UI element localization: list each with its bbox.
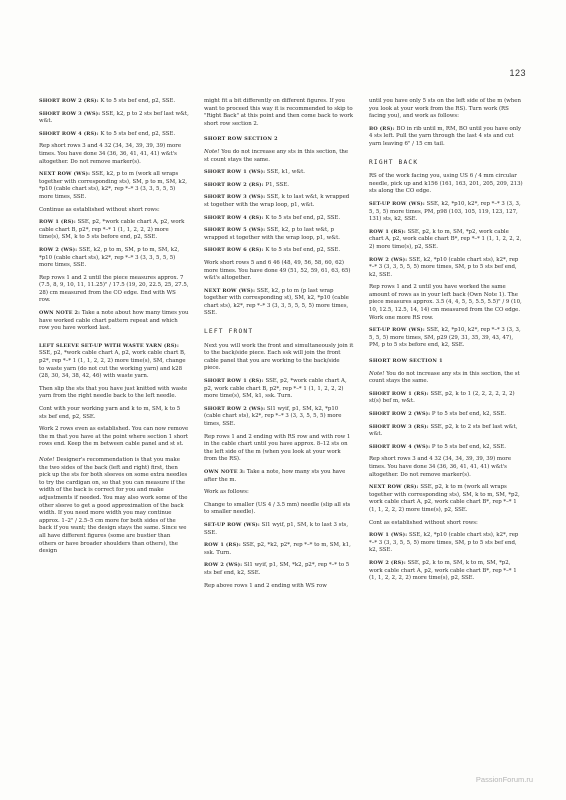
instruction-text: K to 5 sts bef end, p2, SSE. <box>263 214 341 221</box>
subsection-heading: SHORT ROW SECTION 1 <box>369 358 443 365</box>
instruction-paragraph <box>39 457 189 556</box>
instruction-paragraph <box>39 131 189 139</box>
instruction-text: SSE, k2, *p10 (cable chart sts), k2*, rep *–* 3 (3, 3, 5, 5, 5) more times, SM, p to 5 sts bef end, k2, SSE. <box>369 532 519 554</box>
instruction-paragraph <box>204 149 354 164</box>
instruction-text: RS of the work facing you, using US 6 / 4 mm circular needle, pick up and k156 (161, 163, 201, 205, 209, 213) sts along the CO edge. <box>369 173 523 195</box>
instruction-text: Designer's recommendation is that you make the two sides of the back (left and right) first, then pick up the sts for both sleeves on some extra needles to try the cardigan on, so that you can measure if the width of the back is correct for you and make adjustments if needed. You may also work some of the other sleeve to get a good approximation of the back width. If you need more width you may continue approx. 1–2" / 2.5–5 cm more for both sides of the back if you want; the design stays the same. Since we all have different figures (some are bustier than others or have broader shoulders than others), the design <box>39 456 188 555</box>
row-label: ROW 2 (RS): <box>369 559 406 566</box>
row-label: SHORT ROW 2 (WS): <box>204 405 266 412</box>
instruction-text: SSE, k2, *p10 (cable chart sts), k2*, rep *–* 3 (3, 3, 5, 5, 5) more times, SM, p to 5 sts bef end, k2, SSE. <box>369 256 519 278</box>
instruction-text: P to 5 sts bef end, k2, SSE. <box>430 411 506 417</box>
instruction-text: SSE, p2, k to m (work all wraps together with corresponding sts), SM, k to m, SM, *p2, work cable chart A, p2, work cable chart B*, rep *–* 1 (1, 1, 2, 2, 2) more time(s), p2, SSE. <box>369 484 520 513</box>
instruction-paragraph <box>39 275 189 305</box>
instruction-text: You do not increase any sts in this section, the st count stays the same. <box>204 148 349 163</box>
row-label: ROW 1 (RS): <box>39 219 76 226</box>
instruction-paragraph <box>39 247 189 270</box>
instruction-text: SSE, p2, *work cable chart A, p2, work cable chart B, p2*, rep *–* 1 (1, 1, 2, 2, 2) more time(s), SM, change to waste yarn (do not cut the working yarn) and k28 (28, 30, 34, 38, 42, 46) with waste yarn. <box>39 350 186 380</box>
instruction-text: might fit a bit differently on different figures. If you want to proceed this way it is recommended to skip to "Right Back" at this point and then come back to work short row section 2. <box>204 98 354 127</box>
row-label: SHORT ROW 2 (RS): <box>204 181 264 188</box>
instruction-paragraph <box>369 173 524 196</box>
watermark: PassionForum.ru <box>475 775 533 784</box>
instruction-paragraph <box>204 288 354 318</box>
section-heading: LEFT FRONT <box>204 328 254 336</box>
instruction-paragraph <box>39 343 189 381</box>
row-label: SHORT ROW 3 (WS): <box>204 194 266 201</box>
row-label: SET-UP ROW (WS): <box>369 200 425 207</box>
row-label: SHORT ROW 4 (RS): <box>39 130 99 137</box>
row-label: SHORT ROW 6 (RS): <box>204 247 264 254</box>
instruction-paragraph <box>204 489 354 497</box>
instruction-paragraph <box>204 378 354 401</box>
instruction-text: Rep short rows 3 and 4 32 (34, 34, 39, 39, 39) more times. You have done 34 (36, 36, 41, 41, 41) w&t's altogether. Do not remove marker(s). <box>369 456 512 478</box>
instruction-paragraph <box>204 522 354 537</box>
instruction-paragraph <box>39 111 189 126</box>
row-label: SHORT ROW 2 (WS): <box>369 411 431 417</box>
instruction-paragraph <box>204 98 354 128</box>
instruction-paragraph <box>204 583 354 591</box>
row-label: SHORT ROW 1 (RS): <box>369 390 429 397</box>
row-label: ROW 1 (RS): <box>204 542 241 549</box>
instruction-paragraph <box>369 201 524 224</box>
instruction-text: P1, SSE. <box>263 181 289 188</box>
row-label: SHORT ROW 2 (RS): <box>39 98 99 104</box>
instruction-paragraph <box>204 260 354 283</box>
instruction-text: Rep rows 1 and 2 until the piece measures approx. 7 (7.5, 8, 9, 10, 11, 11.25)" / 17.5 (19, 20, 22.5, 25, 27.5, 28) cm measured from the CO edge. End with WS row. <box>39 274 189 304</box>
instruction-text: SSE, k1, w&t. <box>265 169 306 176</box>
instruction-text: SSE, k2, p to m (work all wraps together with corresponding sts), SM, p to m, SM, k2, *p10 (cable chart sts), k2*, rep *–* 3 (3, 3, 5, 5, 5) more times, SSE. <box>39 171 187 200</box>
row-label: SHORT ROW 4 (WS): <box>369 443 431 450</box>
row-label: BO (RS): <box>369 125 395 132</box>
instruction-paragraph <box>39 426 189 449</box>
instruction-text: Work 2 rows even as established. You can now remove the m that you have at the point where section 1 short rows end. Keep the m between cable panel and st st. <box>39 426 189 448</box>
row-label: SHORT ROW 4 (RS): <box>204 214 264 221</box>
row-label: SHORT ROW 5 (WS): <box>204 227 266 234</box>
instruction-text: SSE, k2, p to m, SM, p to m, SM, k2, *p10 (cable chart sts), k2*, rep *–* 3 (3, 3, 5, 5, 5) more times, SSE. <box>39 246 180 269</box>
row-label: SHORT ROW 1 (WS): <box>204 169 266 176</box>
instruction-paragraph <box>369 484 524 514</box>
row-label: SHORT ROW 1 (RS): <box>204 378 264 385</box>
instruction-text: SSE, p2, *work cable chart A, p2, work cable chart B, p2*, rep *–* 1 (1, 1, 2, 2, 2) more time(s), SM, k1, ssk. Turn. <box>204 378 347 400</box>
instruction-paragraph <box>369 560 524 583</box>
instruction-paragraph <box>369 327 524 350</box>
instruction-text: Sl1 wyif, p1, SM, k2, *p10 (cable chart sts), k2*, rep *–* 3 (3, 3, 5, 5, 5) more times, SSE. <box>204 405 342 427</box>
instruction-paragraph <box>39 98 189 106</box>
instruction-text: Rep above rows 1 and 2 ending with WS row <box>204 582 327 589</box>
instruction-paragraph <box>369 371 524 386</box>
instruction-paragraph <box>369 391 524 406</box>
instruction-text: SSE, p2, k to m, SM, k to m, SM, *p2, work cable chart A, p2, work cable chart B*, rep *–* 1 (1, 1, 2, 2, 2, 2) more time(s), p2, SSE. <box>369 559 517 582</box>
instruction-paragraph <box>369 424 524 439</box>
instruction-paragraph <box>204 343 354 373</box>
instruction-paragraph <box>369 126 524 149</box>
instruction-text: SSE, p2, *k2, p2*, rep *–* to m, SM, k1, ssk. Turn. <box>204 542 351 556</box>
subsection-heading: SHORT ROW SECTION 2 <box>204 136 278 143</box>
instruction-text: Rep rows 1 and 2 until you have worked the same amount of rows as in your left back (Own Note 1). The piece measures approx. 3.5 (4, 4, 5, 5, 5.5, 5.5)" / 9 (10, 10, 12.5, 12.5, 14, 14) cm measured from the CO edge. Work one more RS row. <box>369 284 522 321</box>
row-label: SHORT ROW 3 (RS): <box>369 423 429 430</box>
row-label: LEFT SLEEVE SET-UP WITH WASTE YARN (RS): <box>39 342 179 349</box>
instruction-text: P to 5 sts bef end, k2, SSE. <box>430 443 506 450</box>
instruction-paragraph <box>204 227 354 242</box>
instruction-text: Change to smaller (US 4 / 3.5 mm) needle (slip all sts to smaller needle). <box>204 501 351 516</box>
instruction-paragraph <box>204 247 354 255</box>
instruction-text: BO in rib until m, RM, BO until you have only 4 sts left. Pull the yarn through the last 4 sts and cut yarn leaving 6" / 15 cm tail. <box>369 125 521 147</box>
instruction-text: K to 5 sts bef end, p2, SSE. <box>98 130 176 137</box>
instruction-paragraph <box>204 562 354 577</box>
row-label: ROW 2 (WS): <box>369 256 408 263</box>
instruction-paragraph <box>204 169 354 177</box>
note-label: Note! <box>39 456 55 463</box>
instruction-text: Work as follows: <box>204 489 249 496</box>
instruction-paragraph <box>369 98 524 121</box>
row-label: ROW 2 (WS): <box>39 246 78 253</box>
instruction-paragraph <box>204 406 354 429</box>
instruction-paragraph <box>39 310 189 333</box>
section-heading: RIGHT BACK <box>369 158 419 166</box>
row-label: OWN NOTE 2: <box>39 310 81 317</box>
instruction-paragraph <box>204 194 354 209</box>
instruction-paragraph <box>204 182 354 190</box>
instruction-paragraph <box>369 411 524 419</box>
instruction-paragraph <box>204 469 354 484</box>
row-label: NEXT ROW (WS): <box>39 171 91 178</box>
row-label: ROW 2 (WS): <box>204 562 243 569</box>
instruction-text: SSE, k2, p to 2 sts bef last w&t, w&t. <box>39 110 189 125</box>
instruction-text: SSE, k2, p to last w&t, p wrapped st together with the wrap loop, p1, w&t. <box>204 227 340 241</box>
row-label: NEXT ROW (RS): <box>369 484 419 491</box>
row-label: SHORT ROW 3 (WS): <box>39 110 101 117</box>
text-column-2 <box>204 98 354 788</box>
instruction-text: SSE, p2, k to 2 sts bef last w&t, w&t. <box>369 423 518 438</box>
instruction-paragraph <box>204 502 354 517</box>
instruction-text: SSE, k2, *p10, k2*, rep *–* 3 (3, 3, 5, 5, 5) more times, SM, p29 (29, 31, 35, 39, 43, 47), PM, p to 5 sts before end, k2, SSE. <box>369 327 521 349</box>
instruction-paragraph <box>39 171 189 201</box>
instruction-paragraph <box>39 143 189 166</box>
instruction-paragraph <box>369 444 524 452</box>
instruction-text: K to 5 sts bef end, p2, SSE. <box>98 98 176 104</box>
instruction-text: Sl1 wyif, p1, SM, *k2, p2*, rep *–* to 5 sts bef end, k2, SSE. <box>204 562 350 576</box>
instruction-text: SSE, k to last w&t, k wrapped st together with the wrap loop, p1, w&t. <box>204 194 350 208</box>
instruction-text: Sl1 wyif, p1, SM, k to last 3 sts, SSE. <box>204 521 349 536</box>
instruction-text: Cont with your working yarn and k to m, SM, k to 5 sts bef end, p2, SSE. <box>39 406 181 420</box>
row-label: SET-UP ROW (WS): <box>369 327 425 334</box>
text-column-3 <box>369 98 524 788</box>
instruction-paragraph <box>369 284 524 322</box>
instruction-text: Take a note, how many sts you have after the m. <box>204 468 346 483</box>
instruction-text: Cont as established without short rows: <box>369 519 478 526</box>
instruction-text: Then slip the sts that you have just knitted with waste yarn from the right needle back to the left needle. <box>39 385 188 400</box>
instruction-text: K to 5 sts bef end, p2, SSE. <box>263 247 341 254</box>
instruction-text: Continue as established without short rows: <box>39 206 160 213</box>
row-label: ROW 1 (RS): <box>369 228 406 235</box>
instruction-paragraph <box>39 219 189 242</box>
instruction-paragraph <box>369 520 524 528</box>
instruction-text: SSE, k2, p to m (p last wrap together with corresponding st), SM, k2, *p10 (cable chart sts), k2*, rep *–* 3 (3, 3, 5, 5, 5, 5) more times, SSE. <box>204 287 349 317</box>
instruction-paragraph <box>204 434 354 464</box>
instruction-paragraph <box>369 229 524 252</box>
instruction-paragraph <box>369 532 524 555</box>
instruction-text: Next you will work the front and simultaneously join it to the back/side piece. Each ssk will join the front cable panel that you are working to the back/side piece. <box>204 342 354 372</box>
note-label: Note! <box>369 370 385 377</box>
instruction-text: until you have only 5 sts on the left side of the m (when you look at your work from the RS). Turn work (RS facing you), and work as follows: <box>369 98 521 120</box>
instruction-text: SSE, p2, k to 1 (2, 2, 2, 2, 2, 2) st(s) bef m, w&t. <box>369 390 515 405</box>
page-number: 123 <box>509 68 526 78</box>
row-label: SET-UP ROW (WS): <box>204 521 260 528</box>
instruction-text: SSE, p2, *work cable chart A, p2, work cable chart B, p2*, rep *–* 1 (1, 1, 2, 2, 2) more time(s), SM, k to 5 sts before end, p2, SSE. <box>39 219 185 241</box>
instruction-text: SSE, p2, k to m, SM, *p2, work cable chart A, p2, work cable chart B*, rep *–* 1 (1, 1, 2, 2, 2, 2) more time(s), p2, SSE. <box>369 228 522 250</box>
instruction-paragraph <box>39 386 189 401</box>
instruction-paragraph <box>39 207 189 215</box>
instruction-paragraph <box>369 257 524 280</box>
text-column-1 <box>39 98 189 788</box>
row-label: NEXT ROW (WS): <box>204 287 256 294</box>
instruction-paragraph <box>369 456 524 479</box>
instruction-text: SSE, k2, *p10, k2*, rep *–* 3 (3, 3, 5, 5, 5) more times, PM, p98 (103, 105, 119, 123, 127, 131) sts, k2, SSE. <box>369 200 521 223</box>
instruction-text: Rep rows 1 and 2 ending with RS row and with row 1 in the cable chart until you have approx. 8–12 sts on the left side of the m (when you look at your work from the RS). <box>204 433 351 463</box>
instruction-text: You do not increase any sts in this section, the st count stays the same. <box>369 370 520 385</box>
row-label: OWN NOTE 3: <box>204 468 246 475</box>
row-label: ROW 1 (WS): <box>369 532 408 539</box>
instruction-text: Rep short rows 3 and 4 32 (34, 34, 39, 39, 39) more times. You have done 34 (36, 36, 41, 41, 41) w&t's altogether. Do not remove marker(s). <box>39 143 182 165</box>
note-label: Note! <box>204 148 220 155</box>
instruction-paragraph <box>39 406 189 421</box>
instruction-text: Take a note about how many times you have worked cable chart pattern repeat and which row you have worked last. <box>39 310 189 332</box>
instruction-text: Work short rows 5 and 6 46 (48, 49, 56, 58, 60, 62) more times. You have done 49 (51, 52, 59, 61, 63, 65) w&t's altogether. <box>204 259 351 282</box>
instruction-paragraph <box>204 215 354 223</box>
instruction-paragraph <box>204 542 354 557</box>
